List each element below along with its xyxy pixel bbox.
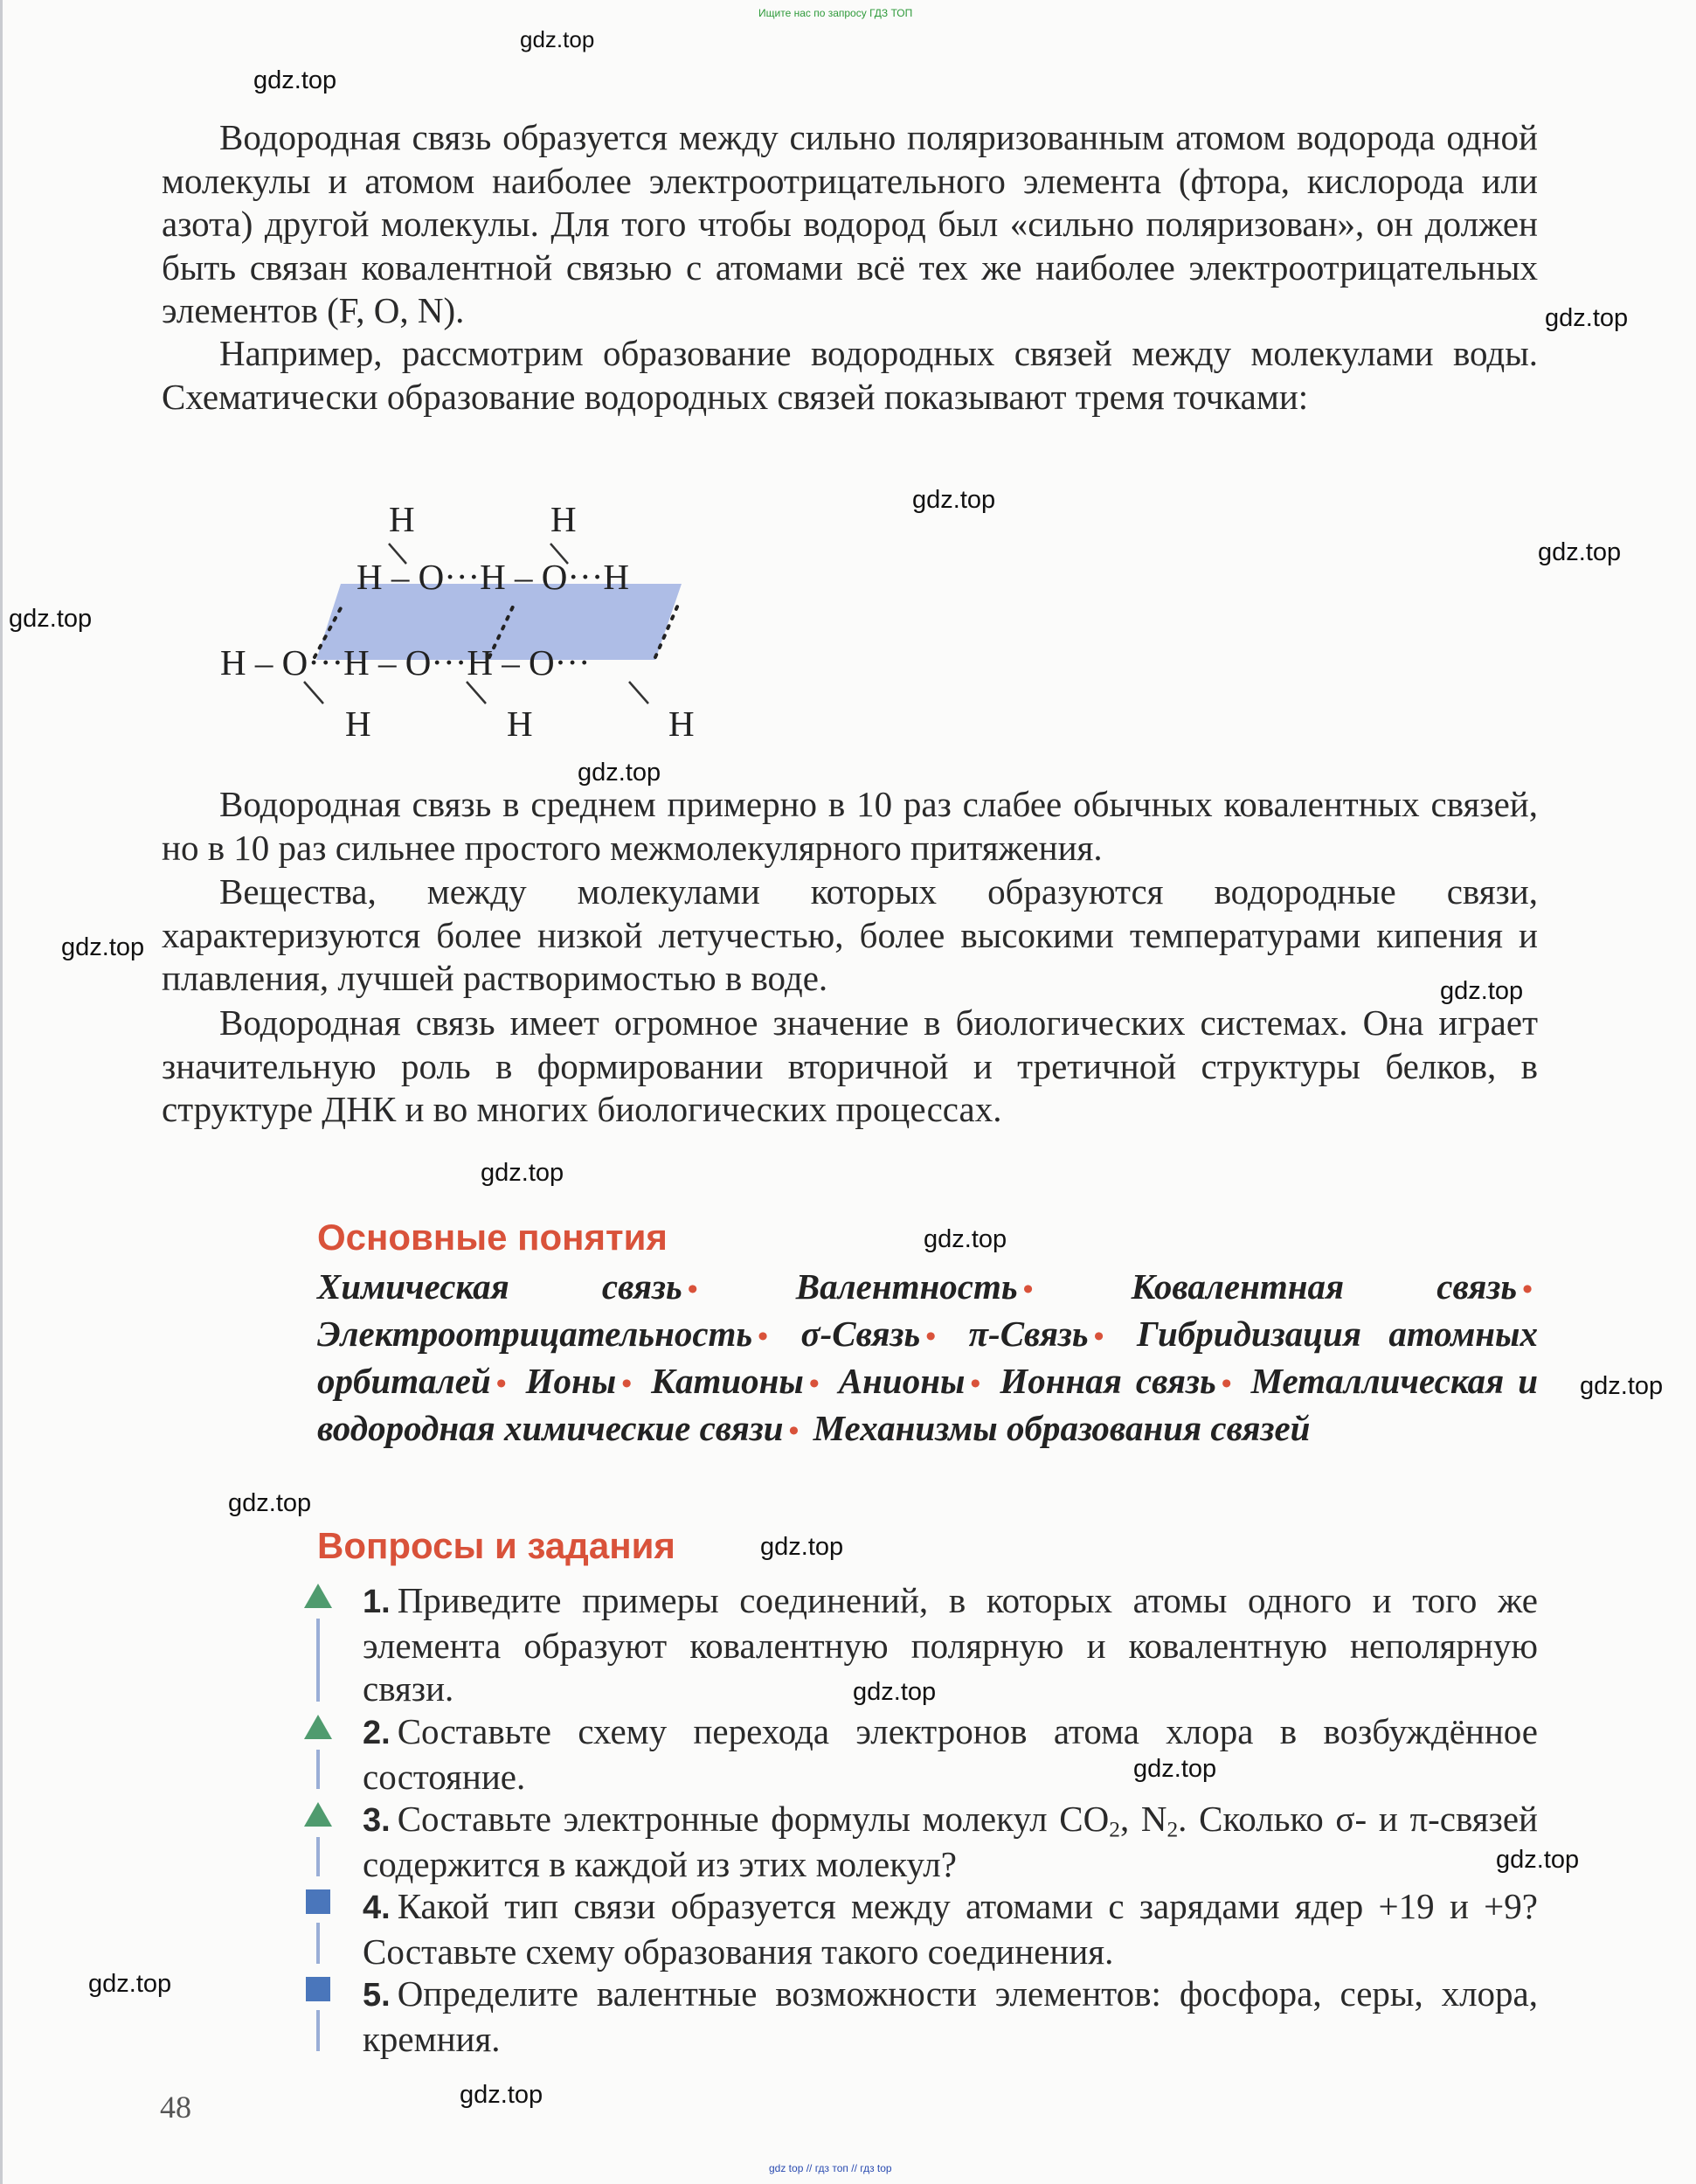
question-text-after: . Сколько σ- и π-связей содержится в каждой из этих молекул? xyxy=(363,1799,1539,1884)
page-number: 48 xyxy=(160,2090,191,2125)
concept-item: Ионная связь xyxy=(1000,1361,1216,1401)
question-number: 3. xyxy=(363,1802,391,1839)
watermark: gdz.top xyxy=(61,933,145,961)
triangle-marker-icon xyxy=(304,1802,332,1827)
watermark: gdz.top xyxy=(460,2081,543,2109)
scheme-top-h-1: H xyxy=(389,499,415,539)
concept-item: π-Связь xyxy=(968,1314,1089,1354)
bond-line-5 xyxy=(629,682,648,704)
question-text: Какой тип связи образуется между атомами с зарядами ядер +19 и +9? Составьте схему образования такого соединения. xyxy=(363,1886,1538,1972)
watermark: gdz.top xyxy=(853,1678,937,1706)
subscript: 2 xyxy=(1109,1817,1120,1842)
watermark: gdz.top xyxy=(578,759,661,787)
scheme-row-1: H – O···H – O···H xyxy=(357,557,629,597)
square-marker-icon xyxy=(306,1889,330,1914)
watermark: gdz.top xyxy=(520,26,595,52)
watermark: gdz.top xyxy=(912,486,996,514)
scheme-bottom-h-3: H xyxy=(668,704,695,744)
scheme-bottom-h-2: H xyxy=(507,704,533,744)
watermark: gdz.top xyxy=(1580,1372,1664,1400)
subscript: 2 xyxy=(1166,1817,1179,1842)
concepts-list: Химическая связь • Валентность • Ковалентная связь • Электроотрицательность • σ-Связь • π-Связь • Гибридизация атомных орбиталей • Ионы • Катионы • Анионы • Ионная связь • Металлическая и водородная химические связи • Механизмы образования связей xyxy=(317,1266,1539,1448)
concept-item: Анионы xyxy=(838,1361,966,1401)
square-marker-icon xyxy=(306,1977,330,2001)
triangle-marker-icon xyxy=(304,1715,332,1739)
watermark: gdz.top xyxy=(1440,977,1524,1005)
paragraph-2: Например, рассмотрим образование водородных связей между молекулами воды. Схематически образование водородных связей показывают тремя точками: xyxy=(162,333,1538,417)
question-number: 5. xyxy=(363,1977,391,2014)
question-number: 2. xyxy=(363,1715,391,1751)
concept-item: Металлическая и водородная химические связи xyxy=(317,1361,1539,1448)
concept-item: Механизмы образования связей xyxy=(813,1408,1311,1448)
question-number: 4. xyxy=(363,1889,391,1926)
page-edge xyxy=(0,0,3,2184)
concept-item: Валентность xyxy=(795,1266,1018,1307)
marker-bar xyxy=(316,1619,320,1702)
watermark: gdz.top xyxy=(1538,538,1622,566)
watermark: gdz.top xyxy=(760,1533,844,1561)
question-text: Составьте схему перехода электронов атома хлора в возбуждённое состояние. xyxy=(363,1711,1538,1797)
watermark: gdz.top xyxy=(1133,1755,1217,1783)
concept-item: Катионы xyxy=(651,1361,804,1401)
bond-line-4 xyxy=(467,682,486,704)
header-note: Ищите нас по запросу ГДЗ ТОП xyxy=(758,7,913,19)
concept-item: Химическая связь xyxy=(317,1266,682,1307)
question-3 xyxy=(363,1798,1538,1886)
question-number: 1. xyxy=(363,1584,391,1620)
scheme-bottom-h-1: H xyxy=(345,704,371,744)
watermark: gdz.top xyxy=(481,1159,564,1187)
watermark: gdz.top xyxy=(253,66,337,94)
hydrogen-bond-scheme xyxy=(210,489,751,752)
concept-item: Электроотрицательность xyxy=(317,1314,753,1354)
watermark: gdz.top xyxy=(1545,304,1629,332)
paragraph-5: Водородная связь имеет огромное значение в биологических системах. Она играет значительную роль в формировании вторичной и третичной структуры белков, в структуре ДНК и во многих биологических процессах. xyxy=(162,1002,1538,1129)
question-2 xyxy=(363,1710,1538,1799)
question-5 xyxy=(363,1973,1538,2061)
question-1 xyxy=(363,1579,1538,1711)
marker-bar xyxy=(316,2010,320,2051)
triangle-marker-icon xyxy=(304,1584,332,1608)
question-text: Приведите примеры соединений, в которых атомы одного и того же элемента образуют ковалентную полярную и ковалентную неполярную связи. xyxy=(363,1580,1538,1709)
question-4 xyxy=(363,1885,1538,1973)
question-text: Определите валентные возможности элементов: фосфора, серы, хлора, кремния. xyxy=(363,1973,1538,2059)
questions-heading: Вопросы и задания xyxy=(317,1525,675,1566)
watermark: gdz.top xyxy=(228,1489,312,1517)
concept-item: Ионы xyxy=(525,1361,617,1401)
scheme-top-h-2: H xyxy=(550,499,577,539)
paragraph-3: Водородная связь в среднем примерно в 10 раз слабее обычных ковалентных связей, но в 10 раз сильнее простого межмолекулярного притяжения. xyxy=(162,784,1538,868)
bond-line-3 xyxy=(304,682,323,704)
paragraph-1: Водородная связь образуется между сильно поляризованным атомом водорода одной молекулы и атомом наиболее электроотрицательного элемента (фтора, кислорода или азота) другой молекулы. Для того чтобы водород был «сильно поляризован», он должен быть связан ковалентной связью с атомами всё тех же наиболее электроотрицательных элементов (F, O, N). xyxy=(162,117,1538,330)
scheme-row-2: H – O···H – O···H – O··· xyxy=(220,642,591,683)
watermark: gdz.top xyxy=(9,605,93,633)
question-text-before: Составьте электронные формулы молекул CO xyxy=(397,1799,1110,1839)
marker-bar xyxy=(316,1923,320,1964)
watermark: gdz.top xyxy=(88,1970,172,1998)
watermark: gdz.top xyxy=(1496,1846,1580,1874)
marker-bar xyxy=(316,1837,320,1876)
concept-item: Ковалентная связь xyxy=(1131,1266,1518,1307)
watermark: gdz.top xyxy=(924,1225,1007,1253)
paragraph-4: Вещества, между молекулами которых образуются водородные связи, характеризуются более низкой летучестью, более высокими температурами кипения и плавления, лучшей растворимостью в воде. xyxy=(162,871,1538,998)
question-text-mid: , N xyxy=(1119,1799,1167,1839)
concept-item: σ-Связь xyxy=(800,1314,921,1354)
footer-note: gdz top // гдз топ // гдз top xyxy=(769,2162,892,2174)
marker-bar xyxy=(316,1750,320,1789)
concepts-heading: Основные понятия xyxy=(317,1217,668,1258)
concept-item: Гибридизация атомных орбиталей xyxy=(317,1314,1539,1401)
